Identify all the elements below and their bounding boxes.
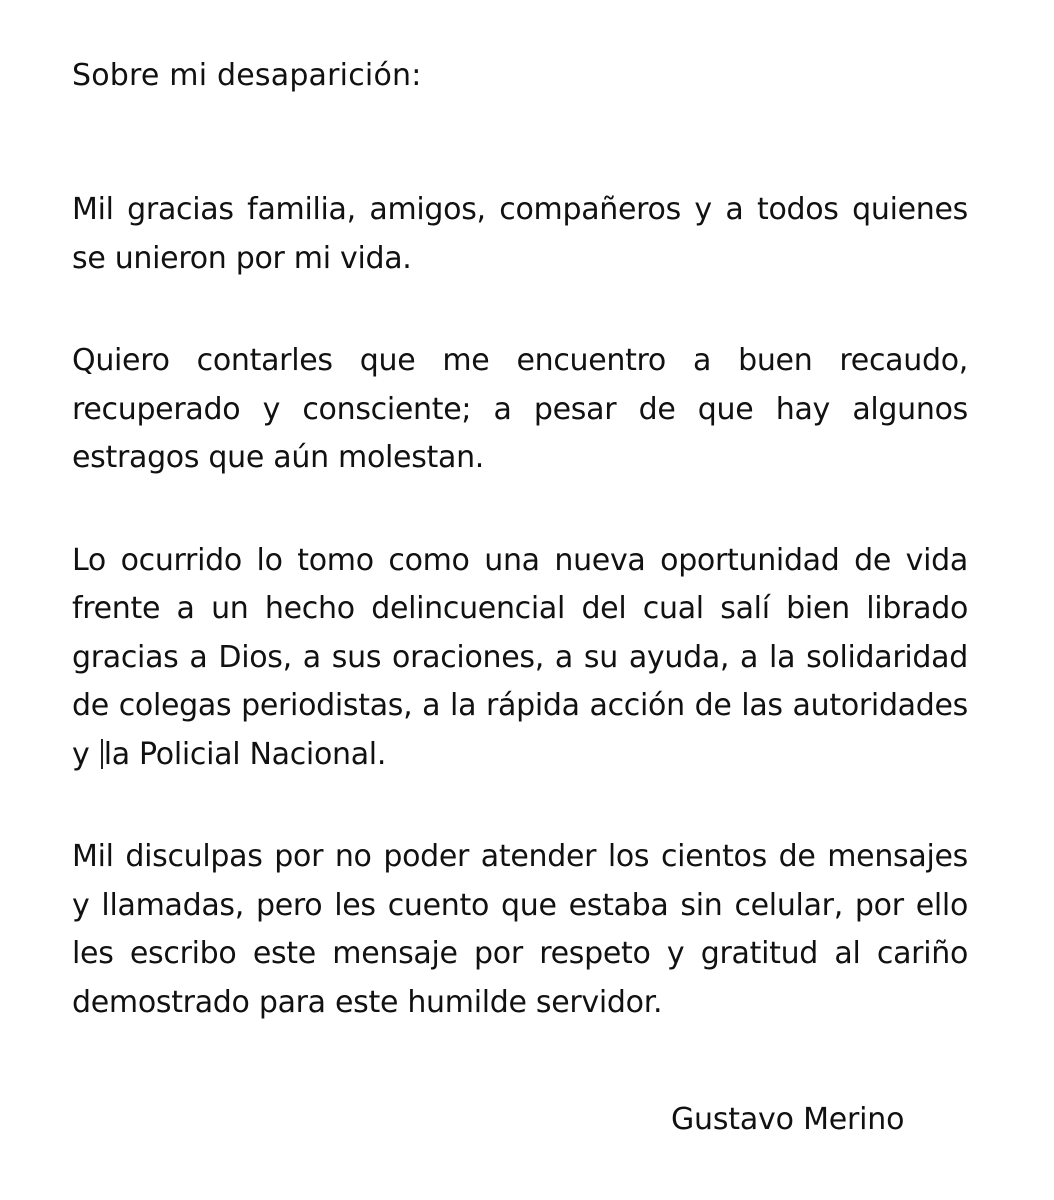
paragraph-status: Quiero contarles que me encuentro a buen recaudo, recuperado y consciente; a pesar de que hay algunos estragos que aún molestan. [72,343,968,475]
text-cursor [101,739,103,769]
paragraph-events-text: Lo ocurrido lo tomo como una nueva oportunidad de vida frente a un hecho delincuencial del cual salí bien librado gracias a Dios, a sus oraciones, a su ayuda, a la solidaridad de colegas periodistas, a la rápida acción de las autoridades y [72,542,968,772]
signature: Gustavo Merino [671,1102,905,1137]
paragraph-events-tail: la Policial Nacional. [103,736,387,772]
letter-heading: Sobre mi desaparición: [72,58,422,93]
letter-body [72,52,968,1081]
paragraph-thanks: Mil gracias familia, amigos, compañeros y a todos quienes se unieron por mi vida. [72,192,968,276]
paragraph-apology: Mil disculpas por no poder atender los cientos de mensajes y llamadas, pero les cuento que estaba sin celular, por ello les escribo este mensaje por respeto y gratitud al cariño demostrado para este humilde servidor. [72,839,968,1020]
paragraph-events [72,537,968,780]
